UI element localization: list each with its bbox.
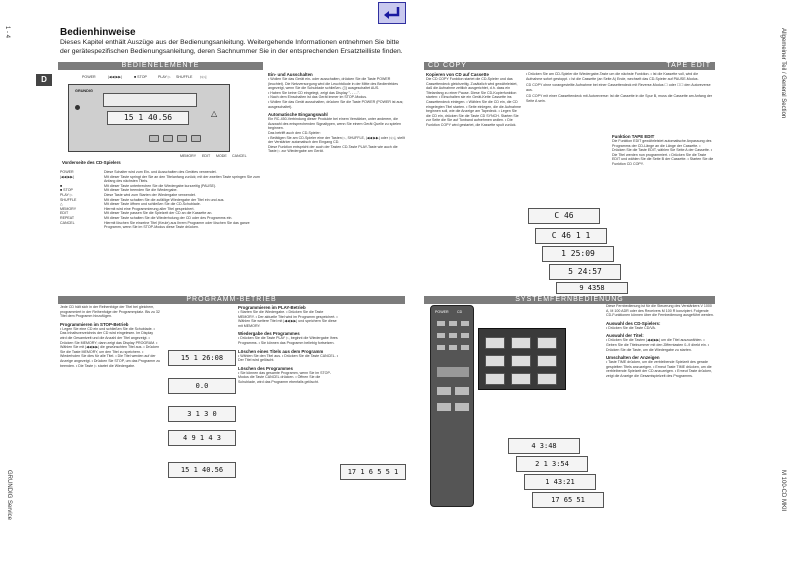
front-caption: Vorderseite des CD-Spielers [62, 160, 121, 165]
table-row: EDIT Mit dieser Taste passen Sie die Spielzeit der CD an die Kassette an. [60, 211, 213, 216]
keypad-btn[interactable] [511, 373, 531, 385]
remote-btn[interactable] [448, 320, 458, 327]
label-play: PLAY ▷ [158, 75, 171, 79]
table-row: PLAY ▷ Diese Taste wird zum Starten der Wiedergabe verwendet. [60, 192, 196, 197]
table-row: ■ STOP Mit dieser Taste beenden Sie die Wiedergabe. [60, 188, 178, 193]
remote-btn[interactable] [436, 344, 446, 351]
programm-left-column [60, 305, 160, 368]
table-row: REPEAT Mit dieser Taste schalten Sie die Wiederholung der CD oder des Programms ein. [60, 215, 233, 220]
btn-mode[interactable] [177, 135, 187, 142]
keypad-btn[interactable] [511, 355, 531, 367]
prog-display-5: 15 1 40.56 [168, 462, 236, 478]
cd-player-front-figure [60, 72, 265, 170]
remote-btn[interactable] [460, 320, 470, 327]
system-title-1: Auswahl des CD-Spielers: [606, 320, 661, 326]
back-arrow-icon [379, 3, 405, 23]
eingangswahl-p7: • Betätigen Sie am CD-Spieler eine der Tasten ▷, SHUFFLE, |◀◀ ▶▶| oder ▷▷|, stellt der Verstärker automatisch den Eingang CD. [268, 135, 405, 145]
remote-btn[interactable] [460, 344, 470, 351]
front-display: 15 1 40.56 [107, 111, 189, 125]
keypad-btn[interactable] [537, 373, 557, 385]
power-led [75, 105, 80, 110]
remote-btn[interactable] [436, 366, 470, 378]
header-bedienelemente: BEDIENELEMENTE [58, 62, 263, 70]
remote-btn[interactable] [436, 320, 446, 327]
disc-tray[interactable] [103, 93, 197, 107]
label-skip: |◀◀ ▶▶| [108, 75, 122, 79]
cd-copy-body: Die CD COPY Funktion startet die CD-Spieler und das Cassettendeck gleichzeitig. Zusätzlich wird gewährleistet, daß die Aufnahme zeitlich ausgerichtet, d.h. dass ein Titelanfang zu einer Pause. Diese Sie CD-Kopierfunktion starten: • Einschalten sie ein Gerät-Kette Cassette ins Cassettendeck einlegen. • Wählen Sie die CD ein, die CD eingelegten Titel starten. • Seite einlegen, die die Aufnahme beginnen soll, wie die Anzeige am Tapedeck. • Legen Sie die CD ein, drücken Sie die Taste CD SYNCH. Starten Sie zur Seite die Sie auf Tonband aufnehmen wollen. • Die Funktion COPY wird gestartet, die Kassette spult zurück. [426, 77, 521, 127]
system-p4: • Taste TIME drücken, um die verbleibende Spielzeit des gerade gespielten Titels anzuzeigen. • Erneut Taste TIME drücken, um die verbleibende Spielzeit der CD anzuzeigen. • Erneut Taste drücken, zeigt die Anzeige die Gesamtspielzeit des Programms. [606, 360, 713, 378]
left-bottom-side-text: GRUNDIG Service [6, 470, 12, 521]
right-bottom-side-text: M 100-CD MKII [780, 470, 786, 512]
remote-power-label: POWER [435, 310, 449, 314]
page-title: Bedienhinweise [60, 27, 136, 38]
system-display-1: 4 3:48 [508, 438, 580, 454]
remote-btn[interactable] [436, 402, 452, 412]
header-programm-betrieb: PROGRAMM-BETRIEB [58, 296, 405, 304]
system-p2: • Drücken Sie die Taste CD/VA. [606, 325, 656, 330]
system-title-2: Auswahl der Titel: [606, 333, 644, 339]
section-marker: D [36, 74, 52, 86]
label-mode: MODE [216, 154, 227, 158]
programm-stop-title: Programmieren im STOP-Betrieb [60, 321, 129, 327]
table-row: SHUFFLE Mit dieser Taste schalten Sie die zufällige Wiedergabe der Titel ein und aus. [60, 197, 225, 202]
system-title-3: Umschalten der Anzeigen [606, 355, 660, 361]
remote-btn[interactable] [460, 332, 470, 339]
label-memory: MEMORY [180, 154, 197, 158]
programm-wiedergabe-title: Wiedergabe des Programmes [238, 331, 300, 337]
back-button[interactable] [378, 2, 406, 24]
table-row: MEMORY Hiermit wird eine Programmierung aller Titel gespeichert. [60, 206, 195, 211]
remote-keypad-figure [478, 328, 566, 390]
tape-edit-title: Funktion TAPE EDIT [612, 134, 655, 139]
controls-table [60, 170, 265, 230]
tape-display-2: C 46 1 1 [535, 228, 607, 244]
tape-display-5: 9 4358 [556, 282, 628, 294]
eject-icon[interactable]: △ [211, 109, 218, 118]
remote-btn[interactable] [454, 386, 470, 396]
label-cancel: CANCEL [232, 154, 247, 158]
table-row: ■ Mit dieser Taste unterbrechen Sie die Wiedergabe kurzzeitig (PAUSE). [60, 183, 217, 188]
system-display-4: 17 65 51 [532, 492, 604, 508]
brand-logo: GRUNDIG [75, 89, 93, 93]
keypad-btn[interactable] [485, 337, 505, 349]
programm-play-title: Programmieren im PLAY-Betrieb [238, 305, 306, 310]
programm-play-body: • Starten Sie die Wiedergabe. • Drücken Sie die Taste MEMORY. • Der aktuelle Titel wird im Programm gespeichert. • Wählen Sie weitere Titel mit |◀◀ ▶▶| und speichern Sie diese mit MEMORY. [238, 310, 338, 328]
keypad-btn[interactable] [537, 355, 557, 367]
prog-display-2: 0.0 [168, 378, 236, 394]
programm-loeschen-titel-body: • Wählen Sie den Titel aus. • Drücken Sie die Taste CANCEL. • Der Titel wird gelöscht. [238, 353, 338, 363]
remote-btn[interactable] [448, 332, 458, 339]
table-row: △ Mit dieser Taste öffnen und schließen Sie die CD-Schublade. [60, 202, 201, 207]
prog-display-3: 3 1 3 0 [168, 406, 236, 422]
label-next: ▷▷| [200, 75, 207, 79]
btn-cancel[interactable] [191, 135, 201, 142]
programm-loeschen-body: • Sie können das gesamte Programm, wenn Sie im STOP-Modus die Taste CANCEL drücken. • Öffnen Sie die Schublade, wird das Programm ebenfalls gelöscht. [238, 370, 332, 384]
prog-display-4: 4 9 1 4 3 [168, 430, 236, 446]
ein-aus-p1: • Wollen Sie das Gerät ein- oder ausschalten, drücken Sie die Taste POWER (leuchtet). Die Netzversorgung wird die Leuchtdiode in der Mitte des Bedienfeldes angezeigt, wenn Sie die Schublade schließen. (▯) ausgeschaltet AUS. [268, 77, 399, 91]
header-tape-edit: TAPE EDIT [500, 62, 715, 70]
cd-copy-title: Kopieren von CD auf Cassette [426, 72, 489, 77]
keypad-btn[interactable] [485, 355, 505, 367]
remote-cd-label: CD [457, 310, 463, 314]
intro-line-2: der gerätespezifischen Bedienungsanleitung, deren Sachnummer Sie in der entsprechenden Ersatzteilliste finden. [60, 48, 403, 55]
eingangswahl-p6: Das betrifft auch den CD-Spieler: [268, 130, 321, 135]
tape-edit-p2: CD COPY mit einer Cassettendeck mit Autoreverse: Ist die Cassette in die Spur B, muss die Cassette am Anfang der Seite A sein. [526, 94, 713, 103]
system-text-column [606, 304, 714, 379]
programm-loeschen-title: Löschen des Programmes [238, 365, 293, 371]
tape-edit-box [612, 134, 714, 284]
keypad-btn[interactable] [537, 337, 557, 349]
tape-display-3: 1 25:09 [542, 246, 614, 262]
table-row: POWER Diese Schalter wird zum Ein- und Ausschalten des Gerätes verwendet. [60, 170, 217, 174]
tape-edit-bullets: • Drücken Sie am CD-Spieler die Wiedergabe-Taste um die nächste Funktion. • Ist die Kassette voll, wird die Aufnahme sofort gestoppt. • Ist die Cassette (an Seite A) Ende, wechselt das CD-Spieler auf PAUSE-Modus. [526, 72, 699, 81]
remote-btn[interactable] [448, 344, 458, 351]
btn-memory[interactable] [149, 135, 159, 142]
ein-aus-p4: • Wollen Sie das Gerät ausschalten, drücken Sie die Taste POWER (POWER ist aus; ausgeschaltet). [268, 99, 404, 109]
page-number: 1 - 4 [4, 26, 10, 39]
programm-loeschen-titel-title: Löschen eines Titels aus dem Programm [238, 348, 324, 354]
ein-aus-p3: • Nach dem Einschalten ist das Gerät immer im STOP-Modus. [268, 95, 368, 100]
cd-player-body [68, 84, 230, 152]
label-stop: ■ STOP [134, 75, 147, 79]
label-shuffle: SHUFFLE [176, 75, 193, 79]
programm-wiedergabe-body: • Drücken Sie die Taste PLAY ▷, beginnt die Wiedergabe Ihres Programms. • Sie können das Programm beliebig fortsetzen. [238, 336, 338, 345]
eingangswahl-p8: Diese Funktion entspricht der auch der Tasten CD-Taste PLAY-Taste wie auch die Taste ▷ zur Wiedergabe am Gerät. [268, 144, 398, 154]
ein-aus-p2: • Haben Sie keine CD eingelegt, zeigt das Display "- - - -". [268, 90, 360, 95]
prog-display-1: 15 1 26:08 [168, 350, 236, 366]
tape-edit-column [526, 72, 714, 104]
tape-display-4: 5 24:57 [549, 264, 621, 280]
programm-intro: Jede CD hält sich in der Reihenfolge der Titel bei gleichem, programmiert in der Reihenfolge der Programmplatz. Bis zu 32 Titel dem Programm hinzufügen. [60, 305, 160, 319]
ein-aus-title: Ein- und Ausschalten [268, 72, 313, 77]
btn-edit[interactable] [163, 135, 173, 142]
tape-edit-p1: CD COPY ohne vorangestellte Aufnahme bei einer Cassettendeck mit Reverse-Modus ☐ oder ☐☐ den Autoreverse aus. [526, 83, 711, 92]
remote-btn[interactable] [436, 386, 452, 396]
header-systemfernbedienung: SYSTEMFERNBEDIENUNG [424, 296, 715, 304]
header-cd-copy: CD COPY [424, 62, 500, 70]
table-row: CANCEL Hiermit löschen Sie einzelne Titel (Keule) aus Ihrem Programm oder löschen Sie das ganze Programm, wenn Sie im STOP-Modus diese Taste drücken. [60, 220, 250, 230]
tape-edit-body: Die Funktion EDIT gewährleistet automatische Anpassung des Programms der CD-Länge an die Länge der Cassette. • Drücken Sie die Taste EDIT, wählen Sie Seite A der Cassette. • Die Titel werden nun programmiert. • Drücken Sie die Taste EDIT und wählen Sie die Seite B der Cassette. • Starten Sie die Funktion CD COPY. [612, 139, 714, 166]
right-side-text: Allgemeiner Teil / General Section [780, 28, 786, 119]
system-display-2: 2 1 3:54 [516, 456, 588, 472]
intro-line-1: Dieses Kapitel enthält Auszüge aus der Bedienungsanleitung. Weitergehende Informationen entnehmen Sie bitte [60, 39, 400, 46]
keypad-btn[interactable] [511, 337, 531, 349]
eingangswahl-title: Automatische Eingangswahl [268, 112, 328, 118]
programm-right-column [238, 305, 338, 385]
remote-control-figure [430, 305, 474, 507]
ein-aus-column [268, 72, 406, 154]
remote-btn[interactable] [454, 402, 470, 412]
label-edit: EDIT [202, 154, 211, 158]
system-display-3: 1 43:21 [524, 474, 596, 490]
system-p1: Diese Fernbedienung ist für die Steuerung des Verstärkers V 1000 A, M 100 ADR oder des Receivers M 100 R konzipiert. Folgende CD-Funktionen können über die Fernbedienung ausgeführt werden. [606, 304, 714, 318]
prog-display-6: 17 1 6 5 5 1 [340, 464, 406, 480]
cd-copy-column [426, 72, 522, 128]
remote-btn[interactable] [436, 332, 446, 339]
programm-stop-body: • Legen Sie eine CD ein und schließen Sie die Schublade. • Das Inhaltsverzeichnis der CD wird eingelesen. Im Display wird die Gesamtzeit und die Anzahl der Titel angezeigt. • Drücken Sie MEMORY; dann zeigt das Display PROGRAM. • Wählen Sie mit |◀◀ ▶▶| die gewünschten Titel aus. • Drücken Sie die Taste MEMORY, um den Titel zu speichern. • Wiederholen Sie dies für alle Titel. • Die Titel werden auf der Anzeige angezeigt. • Drücken Sie STOP, um das Programm zu beenden. • Die Taste ▷ startet die Wiedergabe. [60, 326, 161, 368]
table-row: |◀◀ ▶▶| Mit dieser Taste springt der Sie an den Titelanfang zurück; mit der zweiten Taste springen Sie zum Anfang des nächsten Titels. [60, 174, 260, 184]
keypad-btn[interactable] [485, 373, 505, 385]
system-p3: • Drücken Sie die Tasten |◀◀ ▶▶| um die Titel auszuwählen. • Geben Sie die Titelnummer mit den Zifferntasten 0–9 direkt ein. • Drücken Sie die Taste, um die Wiedergabe zu starten. [606, 338, 710, 352]
tape-display-1: C 46 [528, 208, 600, 224]
eingangswahl-p5: Ein RC-450-Verbindung dieser Produkte bei einem Verstärker, unter anderem, die Auswahl des entsprechenden Signaltypen, wenn Sie einem Gerät Quelle zu spielen beginnen. [268, 117, 402, 131]
label-power: POWER [82, 75, 96, 79]
